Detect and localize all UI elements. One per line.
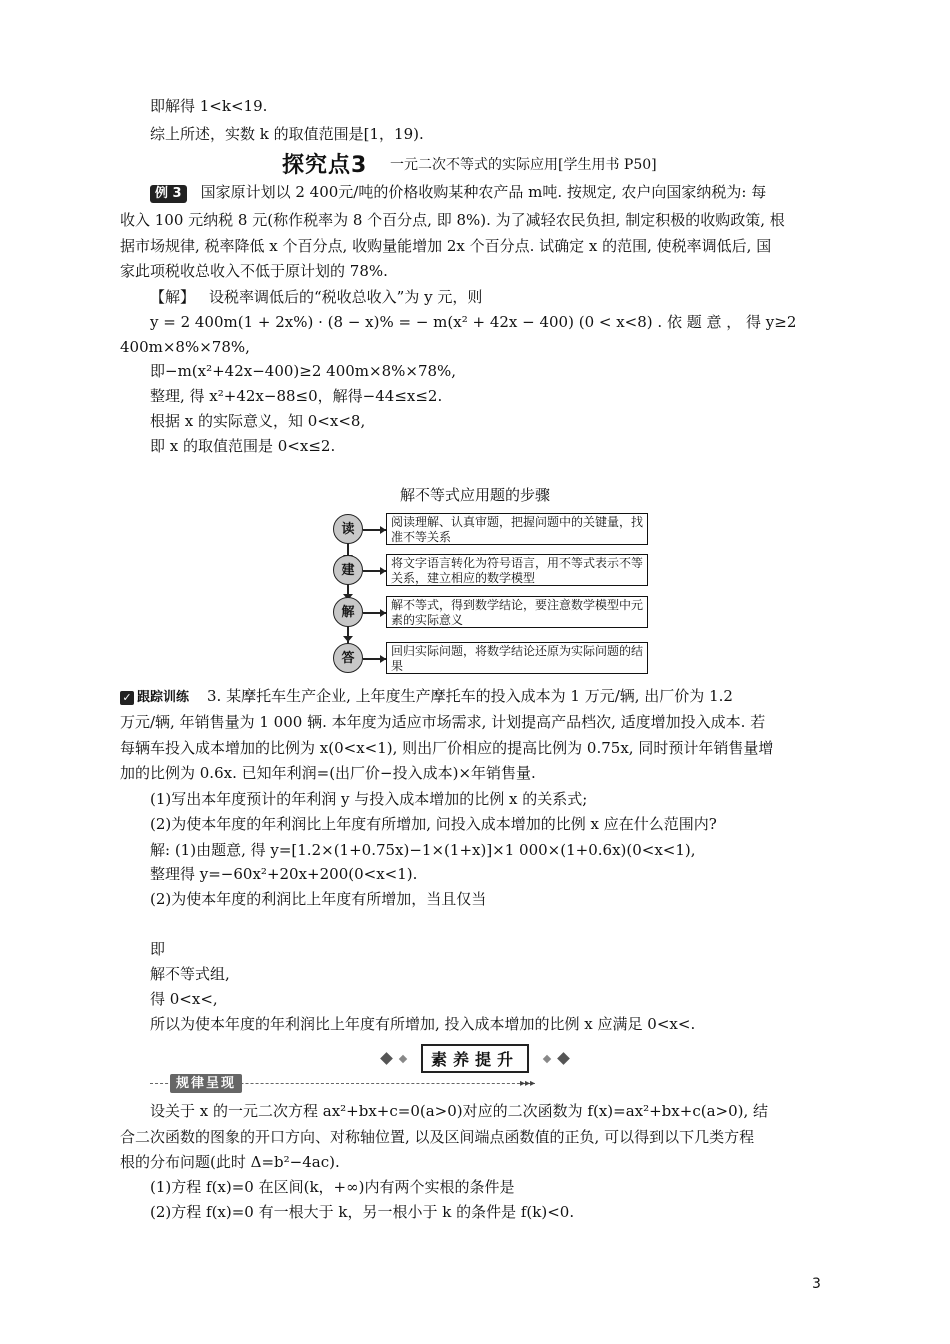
follow-line: ✓ 跟踪训练 3. 某摩托车生产企业, 上年度生产摩托车的投入成本为 1 万元/辆, 出厂价为 1.2 [120,686,733,708]
follow-line: 所以为使本年度的年利润比上年度有所增加, 投入成本增加的比例 x 应满足 0<x<. [150,1015,696,1033]
follow-badge: ✓ 跟踪训练 [120,688,189,708]
text-line: 即解得 1<k<19. [150,97,268,115]
solution-line: y = 2 400m(1 + 2x%) · (8 − x)% = − m(x² + 42x − 400) (0 < x<8) . 依 题 意 ， 得 y≥2 [150,313,797,331]
text-line: 综上所述，实数 k 的取值范围是[1，19). [150,125,424,143]
example-line: 收入 100 元纳税 8 元(称作税率为 8 个百分点, 即 8%). 为了减轻农民负担, 制定积极的收购政策, 根 [120,211,785,229]
example-line: 据市场规律, 税率降低 x 个百分点, 收购量能增加 2x 个百分点. 试确定 x 的范围, 使税率调低后, 国 [120,237,772,255]
solution-line: 整理, 得 x²+42x−88≤0，解得−44≤x≤2. [150,387,443,405]
follow-line: (2)为使本年度的利润比上年度有所增加，当且仅当 [150,890,487,908]
solution-line: 即−m(x²+42x−400)≥2 400m×8%×78%, [150,362,457,380]
follow-line: 每辆车投入成本增加的比例为 x(0<x<1), 则出厂价相应的提高比例为 0.75x, 同时预计年销售量增 [120,739,774,757]
section-subtitle: 一元二次不等式的实际应用[学生用书 P50] [390,157,657,173]
solution-line: 即 x 的取值范围是 0<x≤2. [150,437,336,455]
step-box: 解不等式，得到数学结论，要注意数学模型中元素的实际意义 [386,596,648,628]
follow-line: 得 0<x<, [150,990,218,1008]
solution-line: 【解】 设税率调低后的“税收总收入”为 y 元，则 [150,288,483,306]
rule-line: (1)方程 f(x)=0 在区间(k，+∞)内有两个实根的条件是 [150,1178,515,1196]
follow-line: 整理得 y=−60x²+20x+200(0<x<1). [150,865,418,883]
arrow-icon: ▸▸▸ [519,1078,535,1089]
section-title: 探究点3 [282,153,368,178]
solution-line: 400m×8%×78%, [120,338,250,356]
solution-label: 【解】 [150,288,196,306]
rule-line: 合二次函数的图象的开口方向、对称轴位置, 以及区间端点函数值的正负, 可以得到以下几类方程 [120,1128,755,1146]
example-line: 例 3 国家原计划以 2 400元/吨的价格收购某种农产品 m吨. 按规定, 农户向国家纳税为: 每 [150,182,766,203]
example-badge: 例 3 [150,185,187,203]
page-number: 3 [812,1276,821,1292]
step-box: 回归实际问题，将数学结论还原为实际问题的结果 [386,642,648,674]
subsection-tag: 规律呈现 [170,1074,242,1093]
diamond-icon [543,1054,551,1062]
solution-line: 根据 x 的实际意义，知 0<x<8, [150,412,366,430]
diamond-icon [380,1052,393,1065]
step-circle-read: 读 [333,514,363,544]
follow-line: 解: (1)由题意, 得 y=[1.2×(1+0.75x)−1×(1+x)]×1 000×(1+0.6x)(0<x<1), [150,841,696,859]
step-box: 阅读理解、认真审题，把握问题中的关键量，找准不等关系 [386,513,648,545]
section-header [0,148,950,176]
flowchart-title: 解不等式应用题的步骤 [399,486,550,504]
banner-title: 素养提升 [421,1044,529,1073]
follow-line: (1)写出本年度预计的年利润 y 与投入成本增加的比例 x 的关系式; [150,790,588,808]
step-circle-solve: 解 [333,597,363,627]
rule-line: 根的分布问题(此时 Δ=b²−4ac). [120,1153,340,1171]
rule-line: (2)方程 f(x)=0 有一根大于 k，另一根小于 k 的条件是 f(k)<0. [150,1203,575,1221]
follow-line: (2)为使本年度的年利润比上年度有所增加, 问投入成本增加的比例 x 应在什么范围内? [150,815,717,833]
diamond-icon [557,1052,570,1065]
flow-arrow [343,636,353,642]
rule-line: 设关于 x 的一元二次方程 ax²+bx+c=0(a>0)对应的二次函数为 f(x)=ax²+bx+c(a>0), 结 [150,1102,769,1120]
example-line: 家此项税收总收入不低于原计划的 78%. [120,262,388,280]
follow-line: 加的比例为 0.6x. 已知年利润=(出厂价−投入成本)×年销售量. [120,764,536,782]
follow-line: 即 [150,940,166,958]
subsection-header [150,1074,535,1094]
follow-line: 万元/辆, 年销售量为 1 000 辆. 本年度为适应市场需求, 计划提高产品档次, 适度增加投入成本. 若 [120,713,766,731]
section-banner [0,1044,950,1070]
follow-line: 解不等式组, [150,965,230,983]
step-box: 将文字语言转化为符号语言，用不等式表示不等关系，建立相应的数学模型 [386,554,648,586]
step-circle-build: 建 [333,555,363,585]
check-icon: ✓ [120,691,134,705]
diamond-icon [399,1054,407,1062]
step-circle-answer: 答 [333,643,363,673]
